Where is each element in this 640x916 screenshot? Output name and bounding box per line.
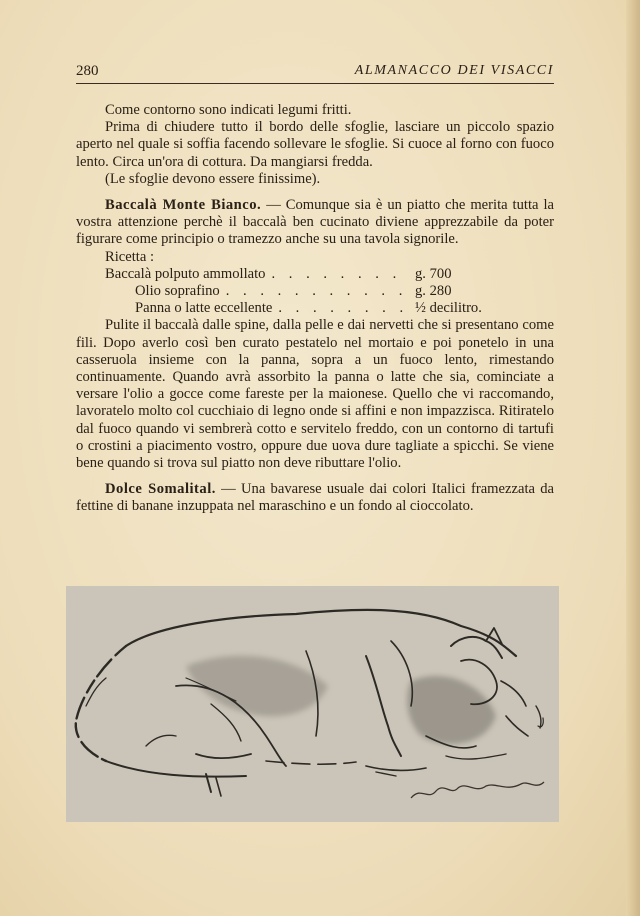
page-number: 280 <box>76 63 99 79</box>
ingredient-row <box>105 283 491 300</box>
page-header <box>76 63 554 84</box>
leader-dots <box>226 283 409 300</box>
leader-dots <box>278 300 409 317</box>
paragraph: (Le sfoglie devono essere finissime). <box>105 170 321 187</box>
ingredient-row <box>105 266 491 283</box>
recipe-method: Pulite il baccalà dalle spine, dalla pelle e dai nervetti che si presentano come fili. Dopo averlo così ben curato pestatelo nel mortaio e poi ponetelo in una casseruola insieme con la panna, sopra a un fuoco lento, rimestando continuamente. Quando avrà assorbito la panna o latte che sia, cominciate a versare l'olio a gocce come fareste per la maionese. Quello che vi raccomando, lavoratelo molto col cucchiaio di legno onde si affini e non impazzisca. Ritiratelo dal fuoco quando vi sembrerà cotto e servitelo freddo, con un contorno di tartufi o crostini a piacimento vostro, oppure due uova dure tagliate a spicchi. Se viene bene quando si trova sul piatto non deve ributtare l'olio. <box>76 317 554 472</box>
recipe-title: Dolce Somalital. <box>105 481 216 498</box>
ingredient-row <box>105 300 491 317</box>
recipe-title: Baccalà Monte Bianco. <box>105 197 262 214</box>
recipe-label: Ricetta : <box>105 248 155 265</box>
running-title: ALMANACCO DEI VISACCI <box>354 63 554 78</box>
ingredient-name: Baccalà polputo ammollato <box>105 265 266 282</box>
leader-dots <box>271 266 409 283</box>
sleeping-cat-sketch <box>66 586 559 822</box>
paragraph: Prima di chiudere tutto il bordo delle sfoglie, lasciare un piccolo spazio aperto nel quale si soffia facendo sollevare le sfoglie. Si cuoce al forno con fuoco lento. Circa un'ora di cottura. Da mangiarsi fredda. <box>76 119 554 170</box>
recipe-description: — Una bavarese usuale dai colori Italici framezzata da fettine di banane inzuppata nel maraschino e un fondo al cioccolato. <box>76 481 554 515</box>
recipe-description: — Comunque sia è un piatto che merita tutta la vostra attenzione perchè il baccalà ben cucinato diviene apprezzabile da poter figurare come principio o tramezzo anche su una tavola signorile. <box>76 197 554 248</box>
ingredient-quantity: ½ decilitro. <box>415 300 482 317</box>
ingredient-quantity: g. 700 <box>415 265 452 282</box>
ingredient-quantity: g. 280 <box>415 283 452 300</box>
page-gutter <box>626 0 640 916</box>
body-text <box>76 102 554 516</box>
recipe-baccala-intro <box>76 197 554 249</box>
ingredient-list <box>105 266 491 318</box>
paragraph: Come contorno sono indicati legumi fritti. <box>105 102 352 118</box>
ingredient-name: Olio soprafino <box>135 283 220 300</box>
recipe-dolce <box>76 481 554 515</box>
cat-illustration <box>66 586 559 822</box>
ingredient-name: Panna o latte eccellente <box>135 300 273 317</box>
